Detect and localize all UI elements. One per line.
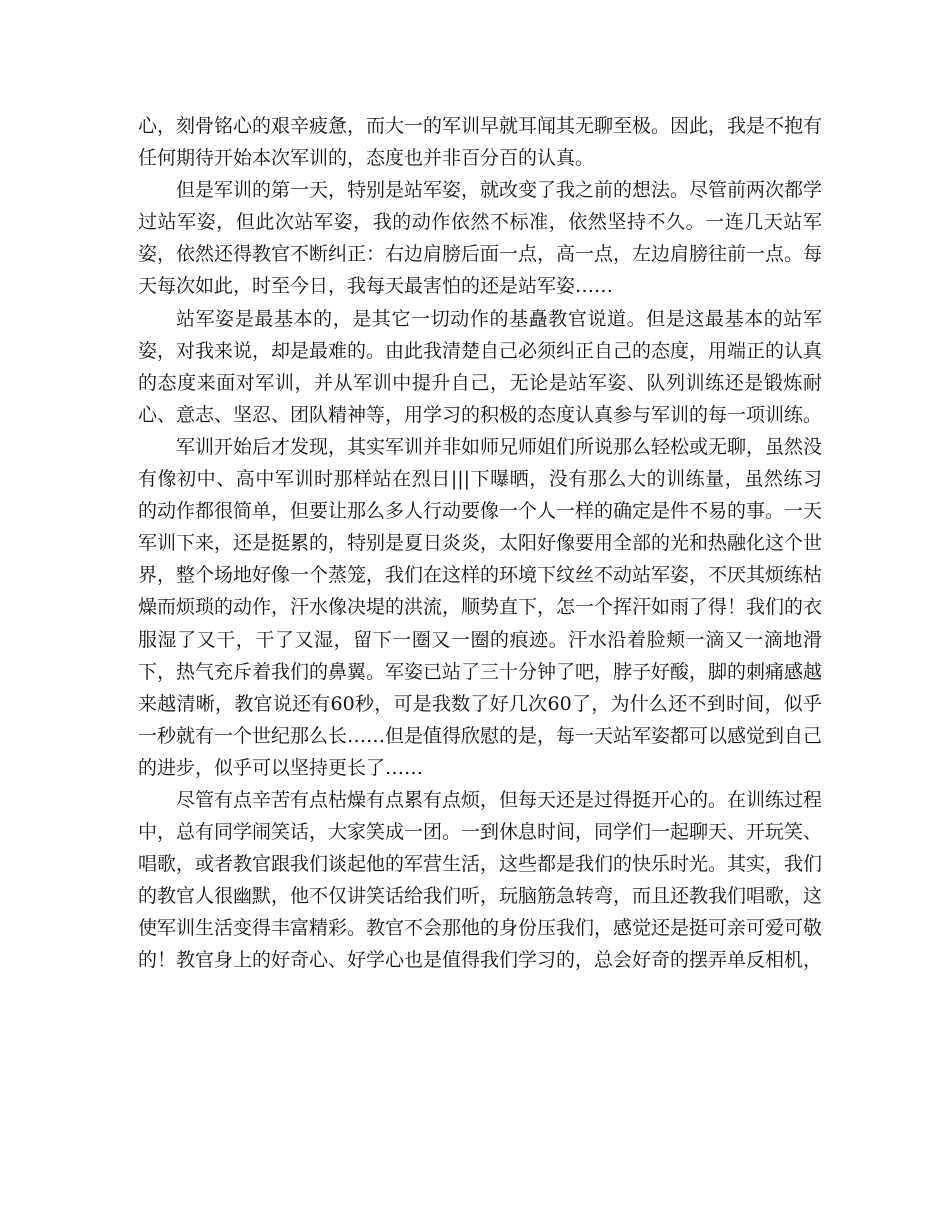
document-body <box>138 110 822 977</box>
paragraph-continued: 心，刻骨铭心的艰辛疲惫，而大一的军训早就耳闻其无聊至极。因此，我是不抱有任何期待开始本次军训的，态度也并非百分百的认真。 <box>138 115 823 170</box>
paragraph-training-experience: 军训开始后才发现，其实军训并非如师兄师姐们所说那么轻松或无聊，虽然没有像初中、高中军训时那样站在烈日|||下曝晒，没有那么大的训练量，虽然练习的动作都很简单，但要让那么多人行动要像一个人一样的确定是件不易的事。一天军训下来，还是挺累的，特别是夏日炎炎，太阳好像要用全部的光和热融化这个世界，整个场地好像一个蒸笼，我们在这样的环境下纹丝不动站军姿，不厌其烦练枯燥而烦琐的动作，汗水像决堤的洪流，顺势直下，怎一个挥汗如雨了得！我们的衣服湿了又干，干了又湿，留下一圈又一圈的痕迹。汗水沿着脸颊一滴又一滴地滑下，热气充斥着我们的鼻翼。军姿已站了三十分钟了吧，脖子好酸，脚的刺痛感越来越清晰，教官说还有60秒，可是我数了好几次60了，为什么还不到时间，似乎一秒就有一个世纪那么长……但是值得欣慰的是，每一天站军姿都可以感觉到自己的进步，似乎可以坚持更长了…… <box>138 435 823 779</box>
paragraph-attitude: 站军姿是最基本的，是其它一切动作的基矗教官说道。但是这最基本的站军姿，对我来说，却是最难的。由此我清楚自己必须纠正自己的态度，用端正的认真的态度来面对军训，并从军训中提升自己，无论是站军姿、队列训练还是锻炼耐心、意志、坚忍、团队精神等，用学习的积极的态度认真参与军训的每一项训练。 <box>138 307 823 426</box>
paragraph-happy-times: 尽管有点辛苦有点枯燥有点累有点烦，但每天还是过得挺开心的。在训练过程中，总有同学闹笑话，大家笑成一团。一到休息时间，同学们一起聊天、开玩笑、唱歌，或者教官跟我们谈起他的军营生活，这些都是我们的快乐时光。其实，我们的教官人很幽默，他不仅讲笑话给我们听，玩脑筋急转弯，而且还教我们唱歌，这使军训生活变得丰富精彩。教官不会那他的身份压我们，感觉还是挺可亲可爱可敬的！教官身上的好奇心、好学心也是值得我们学习的，总会好奇的摆弄单反相机， <box>138 788 823 972</box>
paragraph-standing-posture: 但是军训的第一天，特别是站军姿，就改变了我之前的想法。尽管前两次都学过站军姿，但此次站军姿，我的动作依然不标准，依然坚持不久。一连几天站军姿，依然还得教官不断纠正：右边肩膀后面一点，高一点，左边肩膀往前一点。每天每次如此，时至今日，我每天最害怕的还是站军姿…… <box>138 179 823 298</box>
